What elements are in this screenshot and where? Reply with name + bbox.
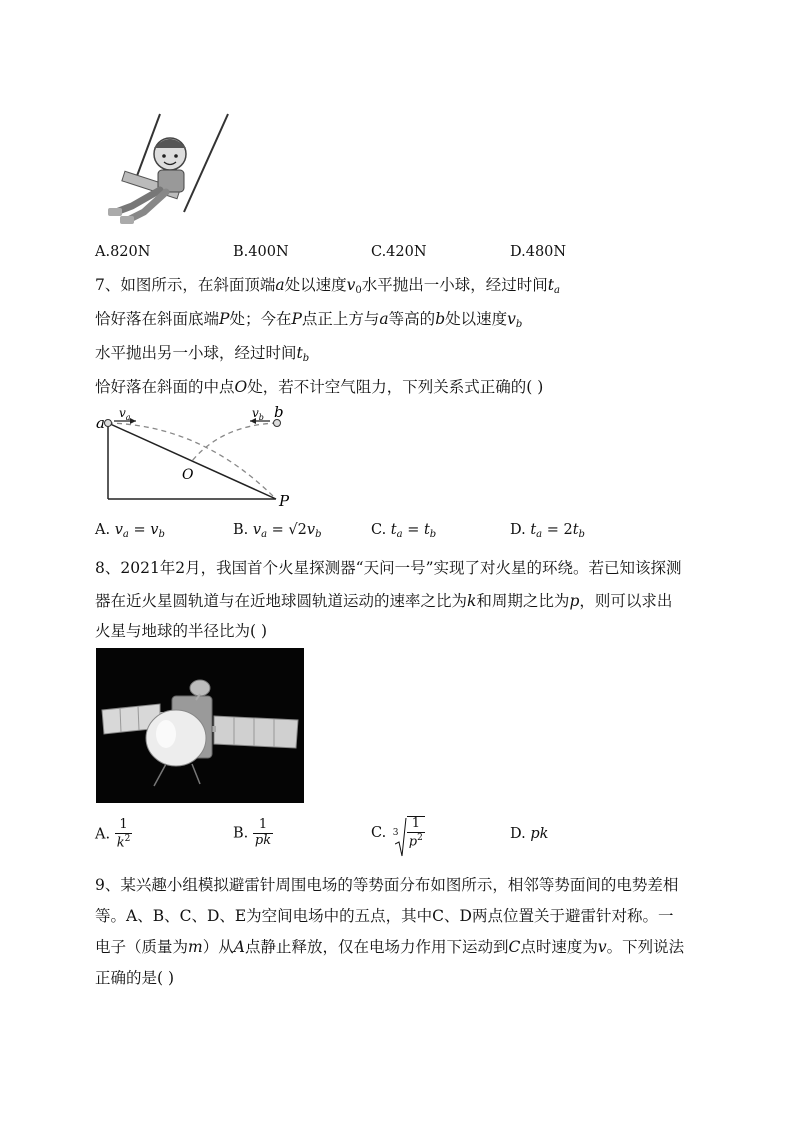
mars-probe-image bbox=[96, 648, 304, 803]
antenna-dish bbox=[190, 680, 210, 696]
q6-option-b: B.400N bbox=[233, 244, 289, 260]
q7-option-b: B. $v_a = √2v_b$ bbox=[233, 522, 322, 540]
probe-capsule bbox=[146, 710, 206, 766]
swing-boy-illustration bbox=[104, 112, 234, 230]
q8-option-d: D. pk bbox=[510, 826, 549, 842]
label-p: P bbox=[279, 492, 290, 509]
q7-stem-line2: 恰好落在斜面底端P处；今在P点正上方与a等高的b处以速度$v_b$ bbox=[95, 310, 523, 330]
trajectory-b bbox=[192, 423, 277, 461]
label-b: b bbox=[274, 403, 284, 421]
q7-option-d: D. $t_a = 2t_b$ bbox=[510, 522, 585, 540]
q7-stem-line3: 水平抛出另一小球，经过时间$t_b$ bbox=[95, 344, 310, 364]
q6-option-a: A.820N bbox=[95, 244, 151, 260]
q6-option-d: D.480N bbox=[510, 244, 567, 260]
q8-option-c: C. 3 $\frac{1}{p^2}$ bbox=[371, 816, 425, 850]
q8-stem-line1: 8、2021年2月，我国首个火星探测器“天问一号”实现了对火星的环绕。若已知该探测 bbox=[95, 559, 682, 577]
q8-option-a: A. $\frac{1}{k^2}$ bbox=[95, 817, 131, 851]
right-solar-panel bbox=[214, 716, 298, 748]
q8-stem-line3: 火星与地球的半径比为( ) bbox=[95, 622, 268, 640]
q8-stem-line2: 器在近火星圆轨道与在近地球圆轨道运动的速率之比为k和周期之比为p，则可以求出 bbox=[95, 592, 673, 610]
ball-a bbox=[105, 420, 112, 427]
q7-incline-figure bbox=[92, 403, 302, 509]
velocity-arrowhead-a bbox=[130, 418, 136, 424]
q7-stem-line4: 恰好落在斜面的中点O处，若不计空气阻力，下列关系式正确的( ) bbox=[95, 378, 544, 396]
label-a: a bbox=[96, 414, 105, 432]
label-o: O bbox=[182, 467, 194, 483]
q7-option-c: C. $t_a = t_b$ bbox=[371, 522, 437, 540]
q6-option-c: C.420N bbox=[371, 244, 427, 260]
q9-stem-line2: 等。A、B、C、D、E为空间电场中的五点，其中C、D两点位置关于避雷针对称。一 bbox=[95, 907, 674, 925]
q7-option-a: A. $v_a = v_b$ bbox=[95, 522, 165, 540]
q9-stem-line1: 9、某兴趣小组模拟避雷针周围电场的等势面分布如图所示，相邻等势面间的电势差相 bbox=[95, 876, 679, 894]
q9-stem-line4: 正确的是( ) bbox=[95, 969, 175, 987]
label-va: $v_a$ bbox=[119, 406, 131, 422]
label-vb: $v_b$ bbox=[252, 406, 264, 422]
incline-slope bbox=[108, 423, 276, 499]
q7-stem-line1: 7、如图所示，在斜面顶端a处以速度$v_0$水平抛出一小球，经过时间$t_a$ bbox=[95, 276, 560, 296]
q9-stem-line3: 电子（质量为m）从A点静止释放，仅在电场力作用下运动到C点时速度为v。下列说法 bbox=[95, 938, 685, 956]
q8-option-b: B. $\frac{1}{pk}$ bbox=[233, 817, 272, 848]
